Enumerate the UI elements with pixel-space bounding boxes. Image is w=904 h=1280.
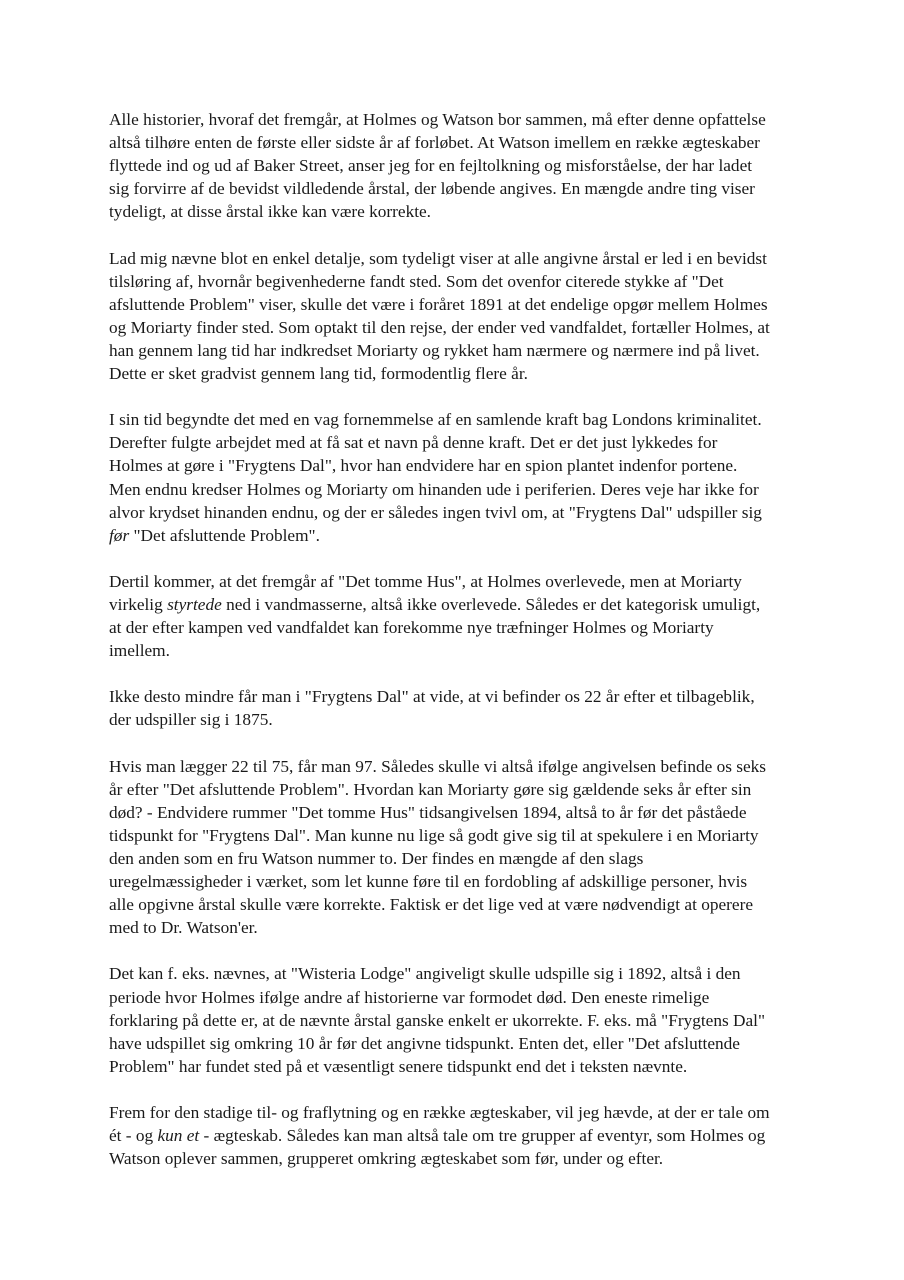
text-line: Derefter fulgte arbejdet med at få sat et navn på denne kraft. Det er det just lykkedes for [109,433,718,453]
text-line: tydeligt, at disse årstal ikke kan være korrekte. [109,202,432,222]
text-line [109,524,799,547]
text-line: Lad mig nævne blot en enkel detalje, som tydeligt viser at alle angivne årstal er led i en bevidst [109,248,767,268]
paragraph-3 [109,408,799,547]
text-line: uregelmæssigheder i værket, som let kunne føre til en fordobling af adskillige personer, hvis [109,872,748,892]
emphasis-text: styrtede [167,594,222,614]
text-line: alle opgivne årstal skulle være korrekte. Faktisk er det lige ved at være nødvendigt at operere [109,895,753,915]
text-line: Problem" har fundet sted på et væsentligt senere tidspunkt end det i teksten nævnte. [109,1056,688,1076]
paragraph-4 [109,570,799,662]
paragraph-2 [109,247,799,386]
text-line: han gennem lang tid har indkredset Moriarty og rykket ham nærmere og nærmere ind på livet. [109,340,760,360]
text-run: "Det afsluttende Problem". [129,525,320,545]
text-run: - ægteskab. Således kan man altså tale om tre grupper af eventyr, som Holmes og [199,1126,766,1146]
text-line [109,1124,799,1147]
text-line: forklaring på dette er, at de nævnte årstal ganske enkelt er ukorrekte. F. eks. må "Frygtens Dal" [109,1010,766,1030]
text-line: Alle historier, hvoraf det fremgår, at Holmes og Watson bor sammen, må efter denne opfattelse [109,110,766,129]
text-line: alvor krydset hinanden endnu, og der er således ingen tvivl om, at "Frygtens Dal" udspiller sig [109,502,762,522]
emphasis-text: kun et [157,1126,200,1146]
text-line: der udspiller sig i 1875. [109,710,273,730]
paragraph-6 [109,755,799,940]
text-line: den anden som en fru Watson nummer to. Der findes en mængde af den slags [109,849,644,868]
paragraph-7 [109,962,799,1077]
text-line: have udspillet sig omkring 10 år før det angivne tidspunkt. Enten det, eller "Det afsluttende [109,1033,740,1053]
text-line: Dertil kommer, at det fremgår af "Det tomme Hus", at Holmes overlevede, men at Moriarty [109,571,742,591]
text-line: Det kan f. eks. nævnes, at "Wisteria Lodge" angiveligt skulle udspille sig i 1892, altså i den [109,964,741,984]
text-line: tilsløring af, hvornår begivenhederne fandt sted. Som det ovenfor citerede stykke af "Det [109,271,724,291]
document-body [109,108,799,1193]
text-run: virkelig [109,594,168,614]
text-run: ét - og [109,1126,158,1146]
text-line: Watson oplever sammen, grupperet omkring ægteskabet som før, under og efter. [109,1149,664,1169]
text-line: tidspunkt for "Frygtens Dal". Man kunne nu lige så godt give sig til at spekulere i en Moriarty [109,825,759,845]
text-line: Hvis man lægger 22 til 75, får man 97. Således skulle vi altså ifølge angivelsen befinde os seks [109,756,767,776]
text-line: med to Dr. Watson'er. [109,918,258,938]
emphasis-text: før [109,525,130,545]
text-line: altså tilhøre enten de første eller sidste år af forløbet. At Watson imellem en række ægteskaber [109,133,760,153]
paragraph-8 [109,1101,799,1170]
text-line: Frem for den stadige til- og fraflytning og en række ægteskaber, vil jeg hævde, at der er tale om [109,1103,770,1123]
paragraph-5 [109,685,799,731]
text-line: imellem. [109,641,170,661]
text-line: Holmes at gøre i "Frygtens Dal", hvor han endvidere har en spion plantet indenfor portene. [109,456,738,476]
text-line: og Moriarty finder sted. Som optakt til den rejse, der ender ved vandfaldet, fortæller Holmes, at [109,317,770,337]
paragraph-1 [109,108,799,223]
text-line: Dette er sket gradvist gennem lang tid, formodentlig flere år. [109,364,528,384]
text-line: år efter "Det afsluttende Problem". Hvordan kan Moriarty gøre sig gældende seks år efter sin [109,779,752,799]
text-run: ned i vandmasserne, altså ikke overlevede. Således er det kategorisk umuligt, [221,594,761,614]
text-line: sig forvirre af de bevidst vildledende årstal, der løbende angives. En mængde andre ting viser [109,179,755,199]
text-line: Men endnu kredser Holmes og Moriarty om hinanden ude i periferien. Deres veje har ikke for [109,479,759,499]
text-line: I sin tid begyndte det med en vag fornemmelse af en samlende kraft bag Londons kriminalitet. [109,410,762,430]
text-line: Ikke desto mindre får man i "Frygtens Dal" at vide, at vi befinder os 22 år efter et tilbageblik, [109,687,755,707]
text-line [109,593,799,616]
text-line: død? - Endvidere rummer "Det tomme Hus" tidsangivelsen 1894, altså to år før det påståede [109,802,747,822]
text-line: afsluttende Problem" viser, skulle det være i foråret 1891 at det endelige opgør mellem Holmes [109,294,768,314]
text-line: at der efter kampen ved vandfaldet kan forekomme nye træfninger Holmes og Moriarty [109,618,714,638]
text-line: periode hvor Holmes ifølge andre af historierne var formodet død. Den eneste rimelige [109,987,710,1007]
text-line: flyttede ind og ud af Baker Street, anser jeg for en fejltolkning og misforståelse, der har ladet [109,156,753,176]
